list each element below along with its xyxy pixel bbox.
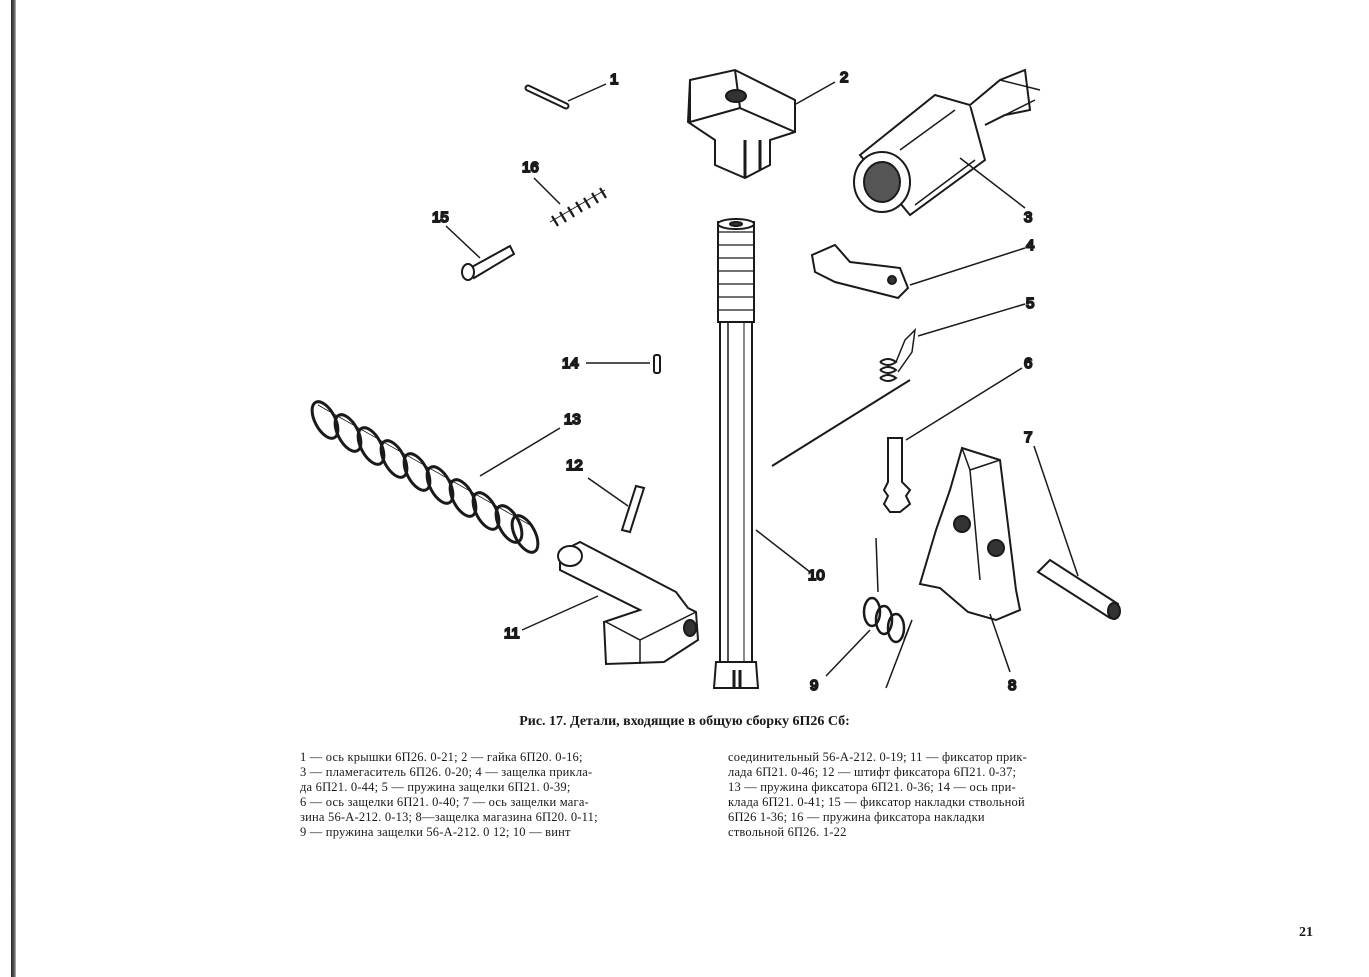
callout-10: 10: [808, 567, 825, 584]
legend-line: клада 6П21. 0-41; 15 — фиксатор накладки ствольной: [728, 795, 1025, 809]
legend-line: да 6П21. 0-44; 5 — пружина защелки 6П21. 0-39;: [300, 780, 571, 794]
callout-9: 9: [810, 677, 819, 694]
callout-2: 2: [840, 69, 849, 86]
callout-4: 4: [1026, 237, 1035, 254]
part-9-latch-spring: [826, 538, 912, 688]
legend-line: ствольной 6П26. 1-22: [728, 825, 847, 839]
callout-6: 6: [1024, 355, 1033, 372]
callout-5: 5: [1026, 295, 1035, 312]
part-10-connecting-screw: [714, 219, 810, 688]
legend-line: соединительный 56-А-212. 0-19; 11 — фиксатор прик-: [728, 750, 1028, 764]
part-12-fixator-pin: [588, 478, 644, 532]
part-13-spring: [307, 398, 560, 557]
callout-11: 11: [504, 625, 520, 642]
legend-line: 3 — пламегаситель 6П26. 0-20; 4 — защелка прикла-: [300, 765, 593, 779]
part-4-stock-latch: [812, 245, 1025, 298]
legend-line: 1 — ось крышки 6П26. 0-21; 2 — гайка 6П20. 0-16;: [300, 750, 583, 764]
legend-line: зина 56-А-212. 0-13; 8—защелка магазина 6П20. 0-11;: [300, 810, 598, 824]
callout-13: 13: [564, 411, 581, 428]
part-1-cover-pin: [528, 84, 606, 106]
part-5-latch-spring: [880, 304, 1025, 381]
part-16-spring: [534, 178, 606, 226]
callout-12: 12: [566, 457, 583, 474]
legend-line: 6 — ось защелки 6П21. 0-40; 7 — ось защелки мага-: [300, 795, 589, 809]
callout-3: 3: [1024, 209, 1033, 226]
legend-left-column: [300, 750, 690, 840]
part-3-flash-suppressor: [854, 70, 1040, 215]
callout-1: 1: [610, 71, 619, 88]
part-8-magazine-latch: [920, 448, 1020, 672]
part-15-fixator-bolt: [446, 226, 514, 280]
part-2-nut: [688, 70, 835, 178]
callout-8: 8: [1008, 677, 1017, 694]
legend-line: лада 6П21. 0-46; 12 — штифт фиксатора 6П21. 0-37;: [728, 765, 1017, 779]
callout-15: 15: [432, 209, 449, 226]
callout-14: 14: [562, 355, 579, 372]
legend-right-column: [728, 750, 1118, 840]
page-number: 21: [1299, 925, 1313, 940]
callout-16: 16: [522, 159, 539, 176]
legend-line: 6П26 1-36; 16 — пружина фиксатора накладки: [728, 810, 985, 824]
callout-7: 7: [1024, 429, 1033, 446]
legend-line: 9 — пружина защелки 56-А-212. 0 12; 10 — винт: [300, 825, 571, 839]
part-11-stock-fixator: [522, 542, 698, 664]
part-7-magazine-latch-pin: [1034, 446, 1120, 619]
legend-line: 13 — пружина фиксатора 6П21. 0-36; 14 — ось при-: [728, 780, 1016, 794]
figure-caption: Рис. 17. Детали, входящие в общую сборку 6П26 Сб:: [519, 714, 850, 729]
part-14-stock-pin: [586, 355, 660, 373]
